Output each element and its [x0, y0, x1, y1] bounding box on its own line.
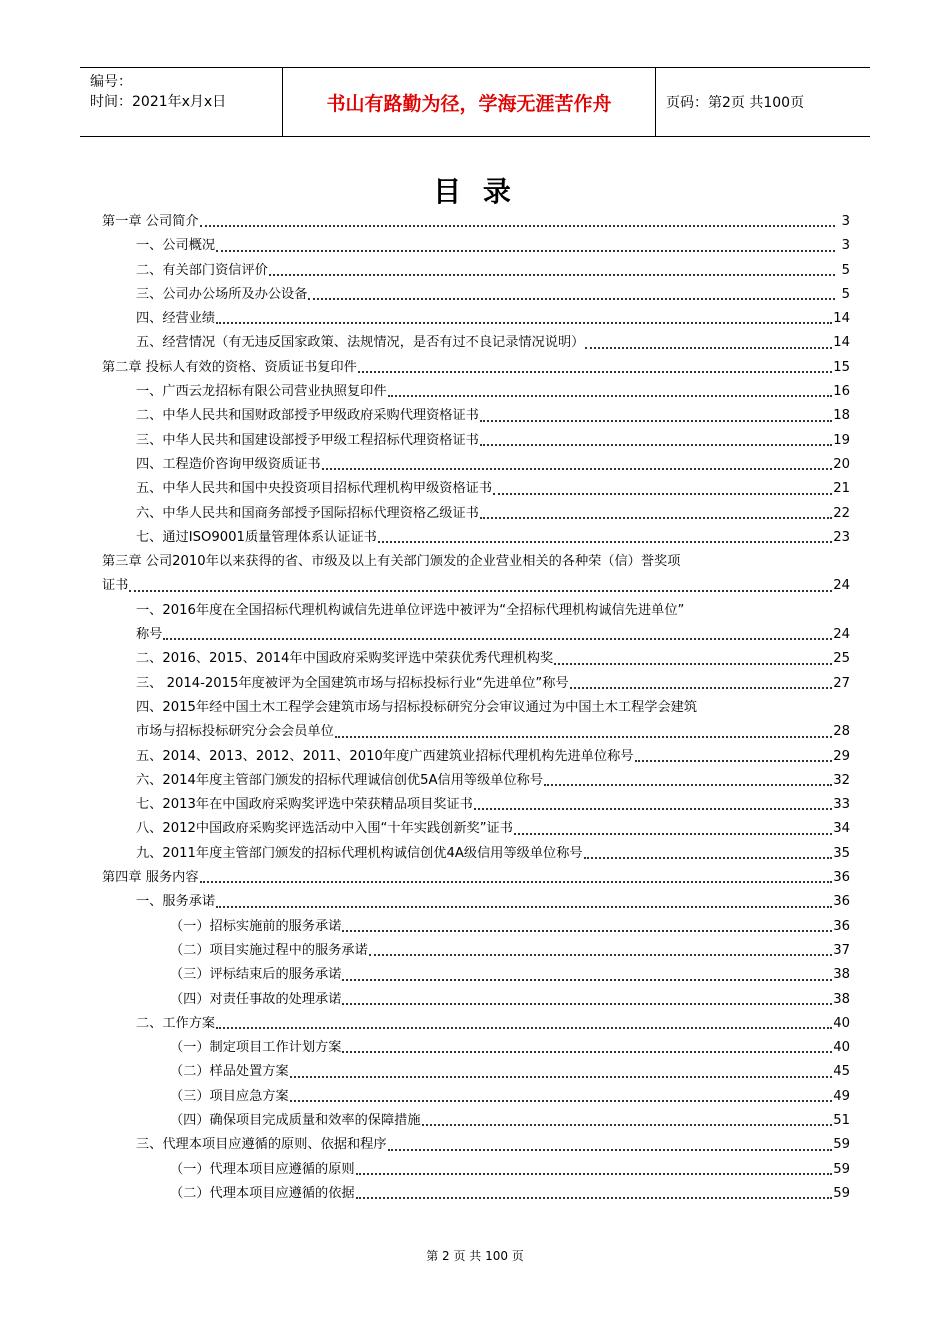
toc-page-number[interactable]: 19: [833, 432, 850, 448]
toc-entry-title[interactable]: （一）代理本项目应遵循的原则: [170, 1161, 355, 1177]
toc-leader-dots: [322, 468, 833, 470]
toc-entry[interactable]: [102, 647, 850, 671]
header-page-info: 页码：第2页 共100页: [666, 95, 805, 111]
toc-entry-title[interactable]: 三、 2014-2015年度被评为全国建筑市场与招标投标行业“先进单位”称号: [136, 675, 569, 691]
toc-entry-title[interactable]: 二、2016、2015、2014年中国政府采购奖评选中荣获优秀代理机构奖: [136, 651, 554, 667]
toc-page-number[interactable]: 36: [833, 918, 850, 934]
toc-entry-title[interactable]: 四、工程造价咨询甲级资质证书: [136, 456, 321, 472]
toc-entry[interactable]: [102, 283, 850, 307]
toc-page-number[interactable]: 28: [833, 724, 850, 740]
toc-entry[interactable]: [102, 963, 850, 987]
toc-leader-dots: [216, 906, 832, 908]
document-time: 时间：2021年x月x日: [90, 94, 227, 110]
toc-leader-dots: [356, 1197, 833, 1199]
page-footer: 第 2 页 共 100 页: [426, 1249, 524, 1263]
toc-leader-dots: [570, 687, 833, 689]
toc-entry-title[interactable]: 第四章 服务内容: [102, 870, 199, 886]
toc-entry[interactable]: [102, 915, 850, 939]
toc-entry-title[interactable]: 五、中华人民共和国中央投资项目招标代理机构甲级资格证书: [136, 481, 493, 497]
toc-leader-dots: [388, 1149, 833, 1151]
toc-leader-dots: [585, 347, 832, 349]
document-number-label: 编号：: [90, 74, 132, 90]
toc-page-number[interactable]: 5: [841, 262, 850, 278]
toc-leader-dots: [200, 225, 835, 227]
toc-entry[interactable]: [102, 210, 850, 234]
toc-leader-dots: [356, 1173, 833, 1175]
toc-page-number[interactable]: 5: [841, 286, 850, 302]
toc-page-number[interactable]: 33: [833, 797, 850, 813]
toc-entry-title[interactable]: （三）项目应急方案: [170, 1088, 289, 1104]
toc-page-number[interactable]: 38: [833, 967, 850, 983]
toc-page-number[interactable]: 16: [833, 384, 850, 400]
toc-leader-dots: [269, 274, 835, 276]
toc-leader-dots: [514, 833, 832, 835]
toc-entry[interactable]: [102, 404, 850, 428]
toc-entry[interactable]: [102, 890, 850, 914]
toc-leader-dots: [388, 395, 833, 397]
toc-page-number[interactable]: 15: [833, 359, 850, 375]
toc-entry-title[interactable]: 七、通过ISO9001质量管理体系认证证书: [136, 529, 377, 545]
toc-entry-title[interactable]: 一、服务承诺: [136, 894, 216, 910]
toc-entry[interactable]: [102, 793, 850, 817]
toc-page-number[interactable]: 59: [833, 1137, 850, 1153]
toc-leader-dots: [200, 881, 833, 883]
toc-entry-title[interactable]: （一）制定项目工作计划方案: [170, 1040, 342, 1056]
toc-entry-title[interactable]: 第一章 公司简介: [102, 214, 199, 229]
toc-page-number[interactable]: 25: [833, 651, 850, 667]
toc-leader-dots: [129, 590, 832, 592]
toc-entry-title[interactable]: 四、经营业绩: [136, 311, 216, 327]
toc-entry-title[interactable]: 六、中华人民共和国商务部授予国际招标代理资格乙级证书: [136, 505, 479, 521]
toc-entry[interactable]: [102, 550, 850, 599]
toc-leader-dots: [290, 1076, 833, 1078]
toc-leader-dots: [216, 1027, 832, 1029]
toc-entry[interactable]: [102, 1109, 850, 1133]
toc-page-number[interactable]: 51: [833, 1112, 850, 1128]
toc-entry-title[interactable]: 一、广西云龙招标有限公司营业执照复印件: [136, 384, 387, 400]
toc-entry-title[interactable]: （二）代理本项目应遵循的依据: [170, 1185, 355, 1201]
toc-entry-title[interactable]: （一）招标实施前的服务承诺: [170, 918, 342, 934]
toc-entry[interactable]: [102, 696, 850, 745]
toc-entry-title[interactable]: 二、中华人民共和国财政部授予甲级政府采购代理资格证书: [136, 408, 479, 424]
toc-entry-title[interactable]: （四）对责任事故的处理承诺: [170, 991, 342, 1007]
toc-entry[interactable]: [102, 1133, 850, 1157]
toc-leader-dots: [342, 930, 832, 932]
toc-entry[interactable]: [102, 599, 850, 648]
toc-entry-title[interactable]: 第二章 投标人有效的资格、资质证书复印件: [102, 359, 357, 375]
toc-entry-title[interactable]: 九、2011年度主管部门颁发的招标代理机构诚信创优4A级信用等级单位称号: [136, 845, 583, 861]
toc-leader-dots: [474, 808, 832, 810]
toc-entry[interactable]: [102, 1085, 850, 1109]
toc-entry[interactable]: [102, 380, 850, 404]
toc-entry-title[interactable]: 七、2013年在中国政府采购奖评选中荣获精品项目奖证书: [136, 797, 473, 813]
toc-leader-dots: [163, 638, 832, 640]
toc-entry[interactable]: [102, 477, 850, 501]
toc-entry[interactable]: [102, 526, 850, 550]
toc-entry-title[interactable]: 二、有关部门资信评价: [136, 262, 268, 278]
toc-entry-title[interactable]: 五、经营情况（有无违反国家政策、法规情况，是否有过不良记录情况说明）: [136, 335, 585, 351]
toc-entry[interactable]: [102, 429, 850, 453]
toc-entry-title[interactable]: 五、2014、2013、2012、2011、2010年度广西建筑业招标代理机构先进单位称号: [136, 748, 634, 764]
toc-page-number[interactable]: 36: [833, 870, 850, 886]
toc-entry[interactable]: [102, 745, 850, 769]
toc-page-number[interactable]: 40: [833, 1015, 850, 1031]
toc-entry[interactable]: [102, 331, 850, 355]
toc-page-number[interactable]: 27: [833, 675, 850, 691]
toc-entry-continuation[interactable]: [136, 720, 850, 744]
toc-leader-dots: [342, 1003, 832, 1005]
toc-entry[interactable]: [102, 1158, 850, 1182]
toc-entry[interactable]: [102, 234, 850, 258]
toc-entry-title[interactable]: （二）项目实施过程中的服务承诺: [170, 942, 368, 958]
toc-page-number[interactable]: 38: [833, 991, 850, 1007]
toc-page-number[interactable]: 49: [833, 1088, 850, 1104]
toc-leader-dots: [342, 1051, 832, 1053]
toc-page-number[interactable]: 32: [833, 772, 850, 788]
toc-entry-title-cont[interactable]: 称号: [136, 627, 163, 643]
toc-leader-dots: [216, 322, 832, 324]
toc-page-number[interactable]: 59: [833, 1185, 850, 1201]
toc-entry[interactable]: [102, 769, 850, 793]
page-header: [80, 67, 870, 137]
toc-entry[interactable]: [102, 842, 850, 866]
toc-entry[interactable]: [102, 1060, 850, 1084]
toc-page-number[interactable]: 59: [833, 1161, 850, 1177]
toc-page-number[interactable]: 3: [841, 238, 850, 254]
toc-entry-title[interactable]: 四、2015年经中国土木工程学会建筑市场与招标投标研究分会审议通过为中国土木工程学会建筑: [136, 699, 698, 715]
toc-page-number[interactable]: 20: [833, 456, 850, 472]
toc-leader-dots: [216, 250, 835, 252]
toc-leader-dots: [635, 760, 833, 762]
toc-page-number[interactable]: 24: [833, 627, 850, 643]
toc-entry-title[interactable]: 六、2014年度主管部门颁发的招标代理诚信创优5A信用等级单位称号: [136, 772, 544, 788]
toc-leader-dots: [554, 663, 832, 665]
toc-leader-dots: [493, 493, 832, 495]
toc-entry[interactable]: [102, 1036, 850, 1060]
toc-entry[interactable]: [102, 1012, 850, 1036]
toc-entry-title[interactable]: （三）评标结束后的服务承诺: [170, 967, 342, 983]
toc-entry[interactable]: [102, 817, 850, 841]
toc-entry[interactable]: [102, 259, 850, 283]
toc-entry-title[interactable]: 三、代理本项目应遵循的原则、依据和程序: [136, 1137, 387, 1153]
toc-leader-dots: [358, 371, 832, 373]
toc-entry[interactable]: [102, 356, 850, 380]
toc-leader-dots: [335, 736, 832, 738]
toc-leader-dots: [290, 1100, 833, 1102]
toc-page-number[interactable]: 34: [833, 821, 850, 837]
toc-entry-title[interactable]: 三、中华人民共和国建设部授予甲级工程招标代理资格证书: [136, 432, 479, 448]
header-motto: 书山有路勤为径，学海无涯苦作舟: [282, 68, 656, 136]
toc-page-number[interactable]: 18: [833, 408, 850, 424]
toc-entry-title[interactable]: 二、工作方案: [136, 1015, 216, 1031]
toc-page-number[interactable]: 40: [833, 1040, 850, 1056]
toc-entry-title-cont[interactable]: 市场与招标投标研究分会会员单位: [136, 724, 334, 740]
toc-page-number[interactable]: 14: [833, 311, 850, 327]
toc-leader-dots: [342, 979, 832, 981]
toc-leader-dots: [544, 784, 832, 786]
toc-page-number[interactable]: 22: [833, 505, 850, 521]
toc-title: 目 录: [433, 175, 517, 208]
toc-leader-dots: [308, 298, 835, 300]
toc-page-number[interactable]: 29: [833, 748, 850, 764]
toc-page-number[interactable]: 24: [833, 578, 850, 594]
toc-entry-title[interactable]: 八、2012中国政府采购奖评选活动中入围“十年实践创新奖”证书: [136, 821, 513, 837]
toc-leader-dots: [378, 541, 832, 543]
toc-page-number[interactable]: 35: [833, 845, 850, 861]
toc-page-number[interactable]: 3: [841, 214, 850, 229]
toc-page-number[interactable]: 23: [833, 529, 850, 545]
toc-entry-title[interactable]: 一、公司概况: [136, 238, 216, 254]
toc-entry[interactable]: [102, 866, 850, 890]
toc-entry-title[interactable]: 第三章 公司2010年以来获得的省、市级及以上有关部门颁发的企业营业相关的各种荣（信）誉奖项: [102, 554, 681, 570]
toc-entry[interactable]: [102, 939, 850, 963]
toc-leader-dots: [422, 1124, 833, 1126]
toc-leader-dots: [584, 857, 833, 859]
toc-leader-dots: [480, 517, 832, 519]
header-meta: [80, 68, 282, 136]
toc-entry[interactable]: [102, 502, 850, 526]
toc-entry[interactable]: [102, 1182, 850, 1206]
toc-entry[interactable]: [102, 988, 850, 1012]
toc-page-number[interactable]: 45: [833, 1064, 850, 1080]
toc-entry-title[interactable]: 三、公司办公场所及办公设备: [136, 286, 308, 302]
toc-entry-title[interactable]: （四）确保项目完成质量和效率的保障措施: [170, 1112, 421, 1128]
toc-leader-dots: [369, 954, 832, 956]
toc-entry-title[interactable]: 一、2016年度在全国招标代理机构诚信先进单位评选中被评为“全招标代理机构诚信先进单位”: [136, 602, 685, 618]
table-of-contents: [102, 210, 850, 1206]
toc-entry-title-cont[interactable]: 证书: [102, 578, 129, 594]
toc-entry-continuation[interactable]: [136, 623, 850, 647]
toc-page-number[interactable]: 21: [833, 481, 850, 497]
toc-entry-title[interactable]: （二）样品处置方案: [170, 1064, 289, 1080]
toc-entry[interactable]: [102, 453, 850, 477]
toc-entry-continuation[interactable]: [102, 574, 850, 598]
toc-entry[interactable]: [102, 307, 850, 331]
toc-leader-dots: [480, 444, 832, 446]
toc-page-number[interactable]: 36: [833, 894, 850, 910]
toc-entry[interactable]: [102, 672, 850, 696]
toc-page-number[interactable]: 37: [833, 942, 850, 958]
toc-leader-dots: [480, 420, 832, 422]
toc-page-number[interactable]: 14: [833, 335, 850, 351]
